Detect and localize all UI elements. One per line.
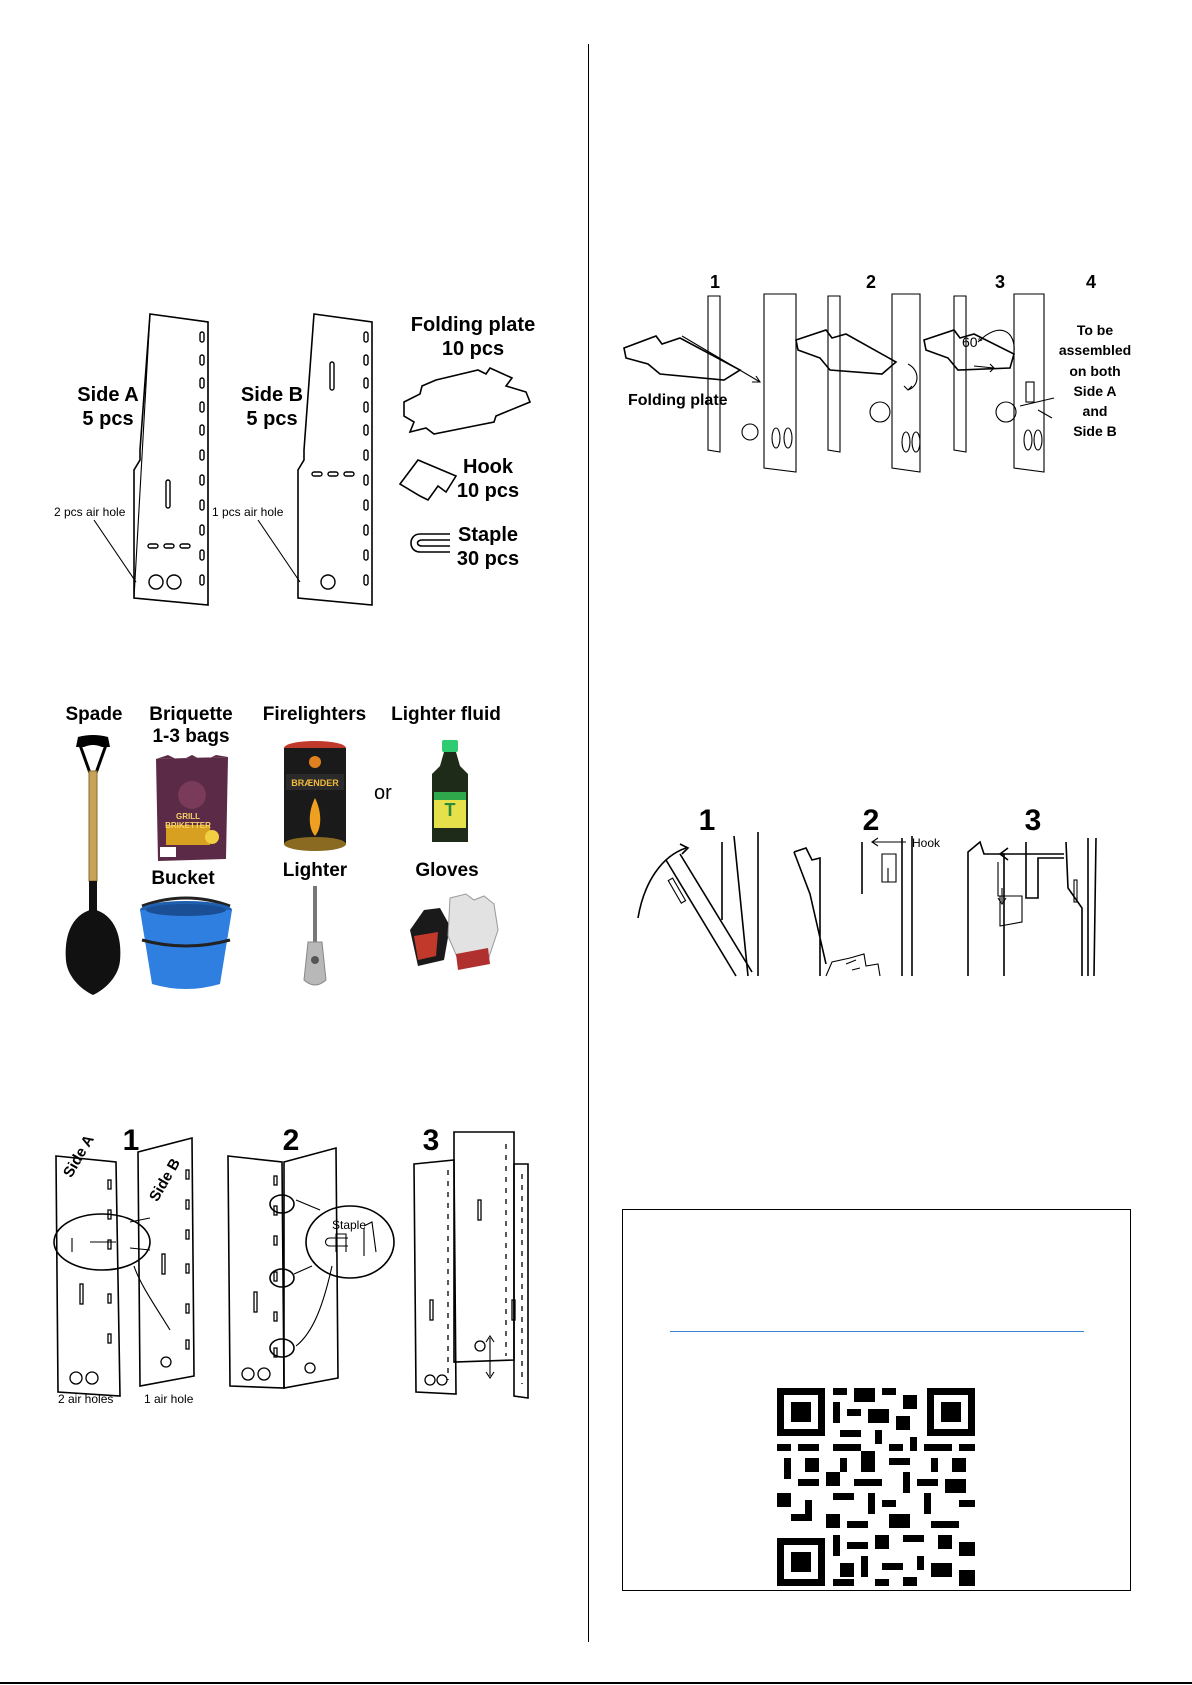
- side-step-3-drawing: [410, 1130, 540, 1400]
- side-step-1-label-a: Side A: [60, 1132, 98, 1181]
- staple-drawing: [406, 530, 454, 556]
- briquette-bag-text: GRILL BRIKETTER: [165, 812, 211, 830]
- firelighters-can-text: BRÆNDER: [291, 778, 339, 788]
- or-label: or: [374, 782, 392, 804]
- side-step-2-staple-label: Staple: [332, 1218, 367, 1232]
- firelighters-can-icon: [282, 740, 348, 852]
- lighter-fluid-label: Lighter fluid: [391, 704, 501, 725]
- spade-icon: [58, 733, 128, 998]
- firelighters-label: Firelighters: [262, 704, 367, 725]
- spade-label: Spade: [65, 704, 123, 725]
- side-b-note-leader: [256, 518, 306, 588]
- fold-angle-label: 60°: [962, 334, 984, 350]
- side-a-air-hole-note: 2 pcs air hole: [54, 505, 126, 519]
- lighter-fluid-bottle-icon: [428, 740, 472, 846]
- fold-step-2-drawing: [796, 292, 936, 474]
- side-caption-air-holes-a: 2 air holes: [58, 1392, 114, 1406]
- hook-qty: 10 pcs: [456, 480, 520, 502]
- fold-step-1-drawing: [620, 292, 800, 474]
- gloves-icon: [404, 890, 504, 980]
- info-box-link-underline: [670, 1331, 1084, 1332]
- folding-plate-name: Folding plate: [410, 314, 536, 336]
- side-step-2-drawing: [224, 1142, 404, 1392]
- fold-step-4-drawing: [1018, 380, 1058, 420]
- side-b-air-hole-note: 1 pcs air hole: [212, 505, 284, 519]
- lighter-fluid-bottle-mark: T: [444, 800, 456, 820]
- bucket-icon: [136, 896, 236, 992]
- side-b-qty: 5 pcs: [246, 408, 298, 430]
- staple-qty: 30 pcs: [456, 548, 520, 570]
- side-a-note-leader: [92, 518, 142, 588]
- side-a-name: Side A: [77, 384, 139, 406]
- fold-step-3-number: 3: [994, 272, 1005, 292]
- gloves-label: Gloves: [415, 860, 479, 881]
- qr-code: [777, 1388, 975, 1586]
- hook-name: Hook: [463, 456, 513, 478]
- side-step-2-number: 2: [282, 1124, 300, 1157]
- side-step-1-number: 1: [122, 1124, 140, 1157]
- staple-name: Staple: [457, 524, 519, 546]
- hook-step-1-number: 1: [698, 804, 716, 837]
- fold-step-1-number: 1: [709, 272, 720, 292]
- briquette-bag-icon: [152, 755, 232, 865]
- lighter-icon: [300, 884, 330, 990]
- fold-step-4-number: 4: [1085, 272, 1096, 292]
- side-b-name: Side B: [240, 384, 304, 406]
- folding-plate-qty: 10 pcs: [441, 338, 505, 360]
- hook-step-2-number: 2: [862, 804, 880, 837]
- fold-assembly-note: To be assembled on both Side A and Side B: [1058, 322, 1132, 440]
- side-caption-air-holes-b: 1 air hole: [144, 1392, 194, 1406]
- bottom-rule: [0, 1682, 1192, 1684]
- hook-step-2-hook-label: Hook: [912, 836, 941, 850]
- folding-plate-drawing: [400, 366, 535, 436]
- hook-step-1-drawing: [636, 830, 762, 976]
- fold-step-2-number: 2: [865, 272, 876, 292]
- side-step-3-number: 3: [422, 1124, 440, 1157]
- bucket-label: Bucket: [151, 868, 215, 889]
- column-divider: [588, 44, 589, 1642]
- side-a-qty: 5 pcs: [82, 408, 134, 430]
- side-step-1-label-b: Side B: [146, 1155, 185, 1205]
- fold-plate-label: Folding plate: [628, 392, 728, 409]
- briquette-label: Briquette 1-3 bags: [149, 704, 233, 747]
- hook-step-3-number: 3: [1024, 804, 1042, 837]
- hook-step-3-drawing: [964, 836, 1100, 976]
- lighter-label: Lighter: [282, 860, 348, 881]
- hook-step-2-drawing: [786, 834, 946, 976]
